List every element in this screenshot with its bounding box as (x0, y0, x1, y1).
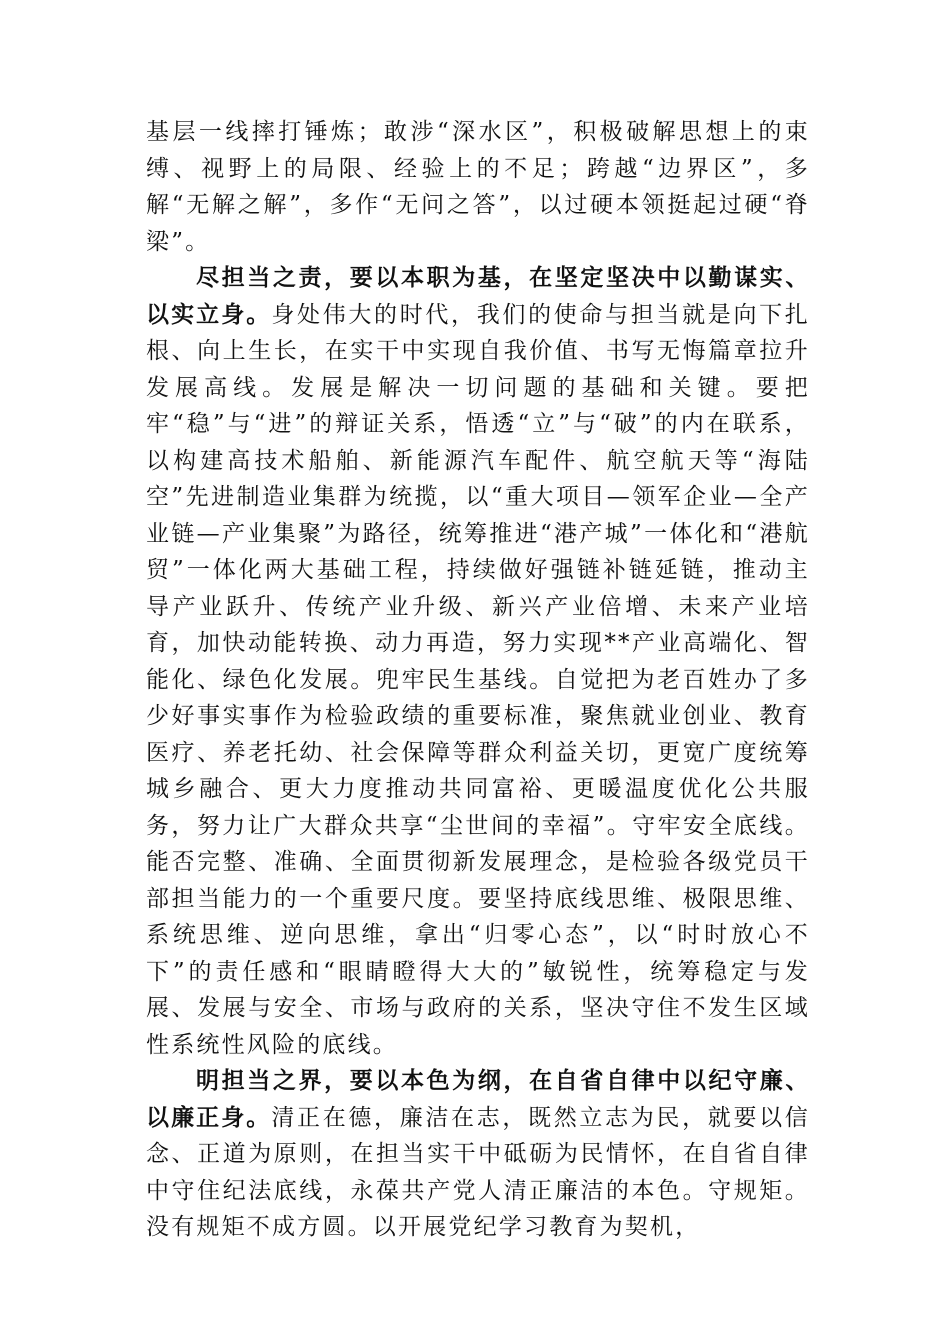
paragraph-responsibility (146, 260, 810, 1063)
paragraph-body: 清正在德，廉洁在志，既然立志为民，就要以信念、正道为原则，在担当实干中砥砺为民情怀，在自省自律中守住纪法底线，永葆共产党人清正廉洁的本色。守规矩。没有规矩不成方圆。以开展党纪学习教育为契机， (146, 1104, 810, 1240)
paragraph-continuation (146, 114, 810, 260)
document-body (146, 114, 810, 1246)
paragraph-lead-sentence: 明担当之界，要以本色为纲，在自省自律中以纪守廉、以廉正身。 (146, 1068, 810, 1131)
paragraph-body: 基层一线摔打锤炼；敢涉“深水区”，积极破解思想上的束缚、视野上的局限、经验上的不足；跨越“边界区”，多解“无解之解”，多作“无问之答”，以过硬本领挺起过硬“脊梁”。 (146, 119, 810, 255)
paragraph-body: 身处伟大的时代，我们的使命与担当就是向下扎根、向上生长，在实干中实现自我价值、书写无悔篇章拉升发展高线。发展是解决一切问题的基础和关键。要把牢“稳”与“进”的辩证关系，悟透“立”与“破”的内在联系，以构建高技术船舶、新能源汽车配件、航空航天等“海陆空”先进制造业集群为统揽，以“重大项目—领军企业—全产业链—产业集聚”为路径，统筹推进“港产城”一体化和“港航贸”一体化两大基础工程，持续做好强链补链延链，推动主导产业跃升、传统产业升级、新兴产业倍增、未来产业培育，加快动能转换、动力再造，努力实现**产业高端化、智能化、绿色化发展。兜牢民生基线。自觉把为老百姓办了多少好事实事作为检验政绩的重要标准，聚焦就业创业、教育医疗、养老托幼、社会保障等群众利益关切，更宽广度统筹城乡融合、更大力度推动共同富裕、更暖温度优化公共服务，努力让广大群众共享“尘世间的幸福”。守牢安全底线。能否完整、准确、全面贯彻新发展理念，是检验各级党员干部担当能力的一个重要尺度。要坚持底线思维、极限思维、系统思维、逆向思维，拿出“归零心态”，以“时时放心不下”的责任感和“眼睛瞪得大大的”敏锐性，统筹稳定与发展、发展与安全、市场与政府的关系，坚决守住不发生区域性系统性风险的底线。 (146, 301, 810, 1058)
paragraph-lead-sentence: 尽担当之责，要以本职为基，在坚定坚决中以勤谋实、以实立身。 (146, 265, 810, 328)
paragraph-boundary (146, 1063, 810, 1246)
